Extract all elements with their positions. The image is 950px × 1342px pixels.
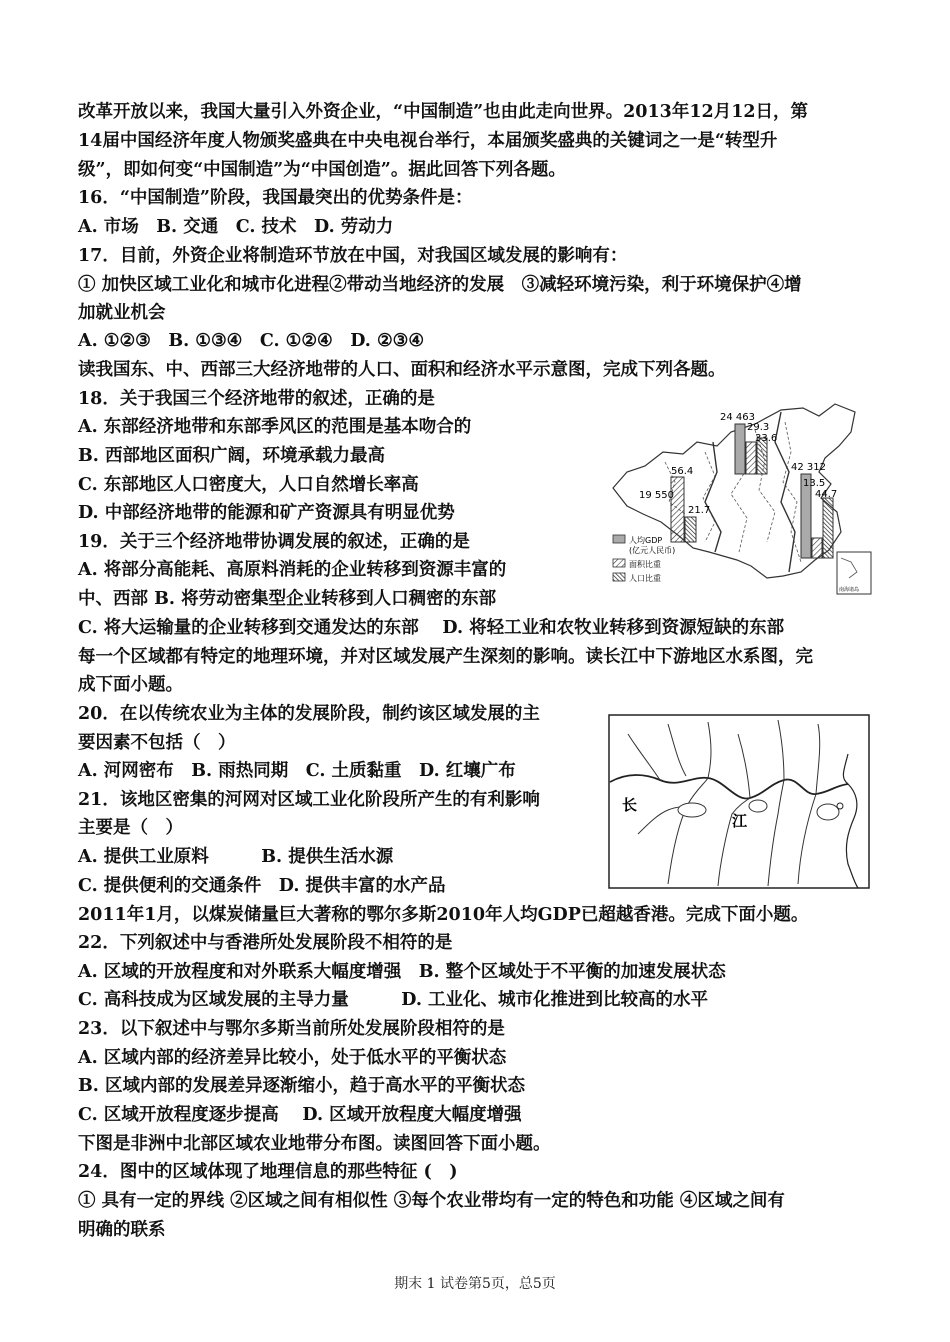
west-area-bar	[671, 477, 684, 542]
legend-area: 面积比重	[629, 560, 661, 569]
question-21-options-cd: C. 提供便利的交通条件 D. 提供丰富的水产品	[78, 876, 446, 896]
lake	[749, 800, 767, 812]
intro-text-line: 2011年1月，以煤炭储量巨大著称的鄂尔多斯2010年人均GDP已超越香港。完成下面小题。	[78, 905, 809, 925]
question-18-option-b: B. 西部地区面积广阔，环境承载力最高	[78, 446, 385, 466]
question-22-options-ab: A. 区域的开放程度和对外联系大幅度增强 B. 整个区域处于不平衡的加速发展状态	[78, 962, 726, 982]
legend-gdp: 人均GDP	[629, 536, 663, 545]
intro-text-line: 读我国东、中、西部三大经济地带的人口、面积和经济水平示意图，完成下列各题。	[78, 360, 726, 380]
question-16-stem: 16．“中国制造”阶段，我国最突出的优势条件是：	[78, 188, 473, 208]
china-economic-zones-map	[605, 402, 877, 597]
east-pop-label: 44.7	[815, 489, 838, 500]
inset-label: 南海诸岛	[839, 587, 860, 593]
legend-pop: 人口比重	[629, 574, 661, 583]
question-20-stem: 要因素不包括（ ）	[78, 733, 236, 753]
intro-text-line: 成下面小题。	[78, 675, 183, 695]
question-20-options: A. 河网密布 B. 雨热同期 C. 土质黏重 D. 红壤广布	[78, 761, 516, 781]
question-24-items: ① 具有一定的界线 ②区域之间有相似性 ③每个农业带均有一定的特色和功能 ④区域之间有	[78, 1191, 785, 1211]
question-21-stem: 主要是（ ）	[78, 818, 183, 838]
river-label-jiang: 江	[732, 812, 748, 830]
east-area-bar	[812, 538, 822, 558]
central-gdp-bar	[735, 424, 745, 474]
question-23-stem: 23．以下叙述中与鄂尔多斯当前所处发展阶段相符的是	[78, 1019, 505, 1039]
central-gdp-label: 24 463	[720, 412, 755, 423]
question-22-stem: 22．下列叙述中与香港所处发展阶段不相符的是	[78, 933, 453, 953]
question-21-options-ab: A. 提供工业原料 B. 提供生活水源	[78, 847, 394, 867]
question-24-items: 明确的联系	[78, 1220, 166, 1240]
question-22-options-cd: C. 高科技成为区域发展的主导力量 D. 工业化、城市化推进到比较高的水平	[78, 990, 709, 1010]
question-17-items: ① 加快区域工业化和城市化进程②带动当地经济的发展 ③减轻环境污染，利于环境保护④增	[78, 275, 802, 295]
question-17-stem: 17．目前，外资企业将制造环节放在中国，对我国区域发展的影响有：	[78, 246, 628, 266]
question-19-option-a: A. 将部分高能耗、高原料消耗的企业转移到资源丰富的	[78, 560, 507, 580]
east-area-label: 13.5	[803, 478, 826, 489]
question-18-option-a: A. 东部经济地带和东部季风区的范围是基本吻合的	[78, 417, 472, 437]
central-area-label: 29.3	[747, 422, 770, 433]
east-gdp-label: 42 312	[791, 462, 826, 473]
intro-text-line: 每一个区域都有特定的地理环境，并对区域发展产生深刻的影响。读长江中下游地区水系图，完	[78, 647, 813, 667]
question-19-option-cd: C. 将大运输量的企业转移到交通发达的东部 D. 将轻工业和农牧业转移到资源短缺的东部	[78, 618, 785, 638]
central-pop-label: 33.6	[755, 433, 778, 444]
question-23-options-cd: C. 区域开放程度逐步提高 D. 区域开放程度大幅度增强	[78, 1105, 522, 1125]
west-pop-label: 21.7	[688, 505, 711, 516]
page-footer: 期末 1 试卷第5页，总5页	[394, 1276, 556, 1292]
yangtze-river-map	[608, 714, 870, 889]
question-17-options: A. ①②③ B. ①③④ C. ①②④ D. ②③④	[78, 331, 425, 351]
question-17-items: 加就业机会	[78, 303, 166, 323]
intro-text-line: 改革开放以来，我国大量引入外资企业，“中国制造”也由此走向世界。2013年12月12日，第	[78, 102, 809, 122]
question-23-option-b: B. 区域内部的发展差异逐渐缩小，趋于高水平的平衡状态	[78, 1076, 525, 1096]
question-19-stem: 19．关于三个经济地带协调发展的叙述，正确的是	[78, 532, 470, 552]
legend-gdp-unit: (亿元人民币)	[629, 546, 676, 555]
west-area-label: 56.4	[671, 466, 694, 477]
question-18-option-d: D. 中部经济地带的能源和矿产资源具有明显优势	[78, 503, 455, 523]
west-gdp-label: 19 550	[639, 490, 674, 501]
intro-text-line: 下图是非洲中北部区域农业地带分布图。读图回答下面小题。	[78, 1134, 551, 1154]
question-16-options: A. 市场 B. 交通 C. 技术 D. 劳动力	[78, 217, 394, 237]
question-18-option-c: C. 东部地区人口密度大，人口自然增长率高	[78, 475, 419, 495]
central-area-bar	[746, 442, 756, 474]
lake	[817, 804, 839, 820]
question-23-option-a: A. 区域内部的经济差异比较小，处于低水平的平衡状态	[78, 1048, 507, 1068]
question-24-stem: 24．图中的区域体现了地理信息的那些特征 ( )	[78, 1162, 458, 1182]
river-label-chang: 长	[622, 796, 638, 814]
question-20-stem: 20．在以传统农业为主体的发展阶段，制约该区域发展的主	[78, 704, 540, 724]
question-19-option-b: 中、西部 B. 将劳动密集型企业转移到人口稠密的东部	[78, 589, 497, 609]
lake	[678, 803, 706, 817]
intro-text-line: 级”，即如何变“中国制造”为“中国创造”。据此回答下列各题。	[78, 160, 566, 180]
question-21-stem: 21．该地区密集的河网对区域工业化阶段所产生的有利影响	[78, 790, 540, 810]
question-18-stem: 18．关于我国三个经济地带的叙述，正确的是	[78, 389, 435, 409]
intro-text-line: 14届中国经济年度人物颁奖盛典在中央电视台举行，本届颁奖盛典的关键词之一是“转型升	[78, 131, 778, 151]
east-pop-bar	[823, 498, 833, 558]
west-pop-bar	[685, 517, 696, 542]
